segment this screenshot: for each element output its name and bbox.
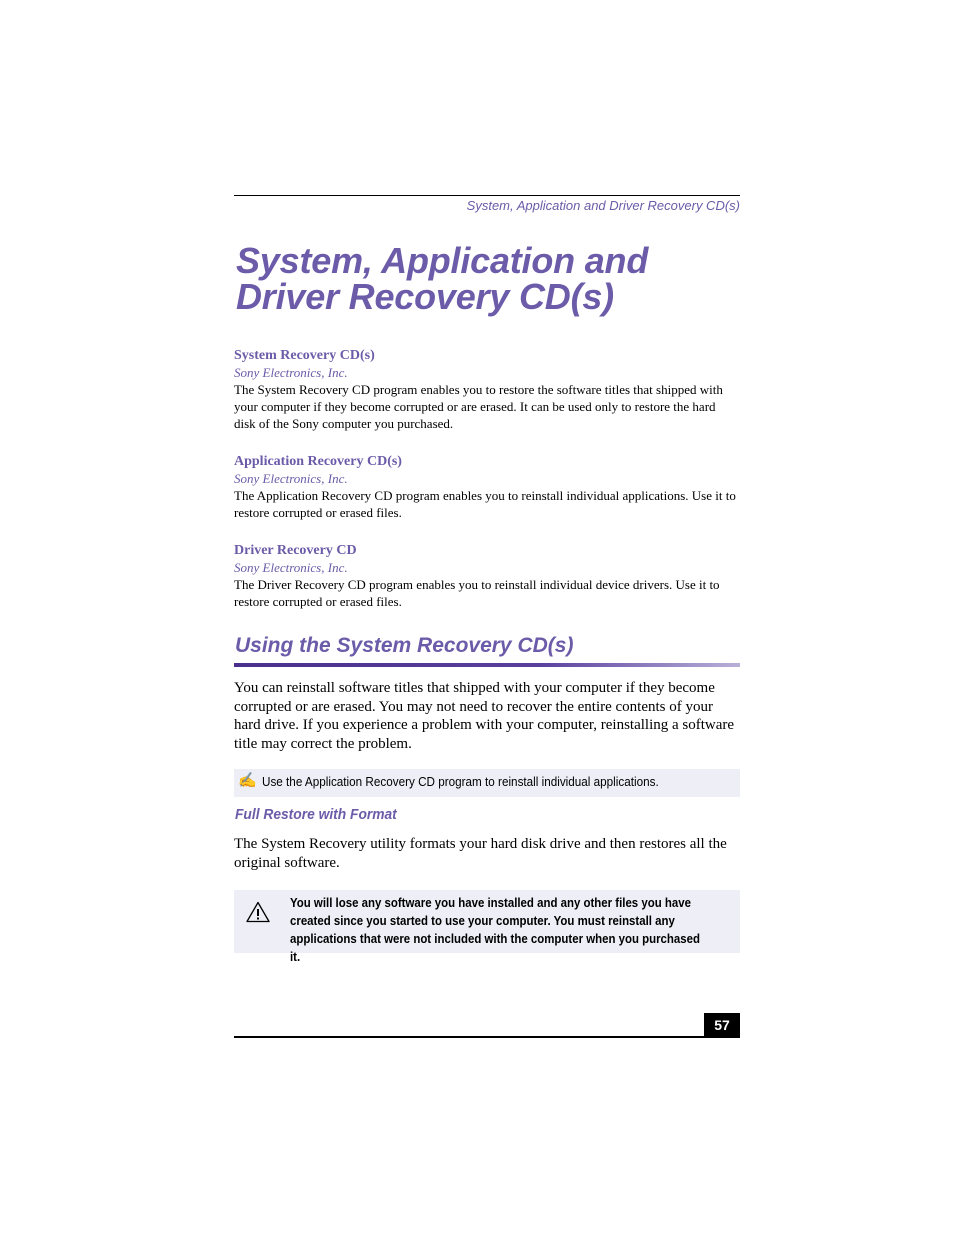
section-heading: Using the System Recovery CD(s): [235, 634, 574, 657]
section-intro: You can reinstall software titles that shipped with your computer if they become corrupted or are erased. You may not need to recover the entire contents of your hard drive. If you experience a problem with your computer, reinstalling a software title may correct the problem.: [234, 680, 735, 752]
subsection-heading: Full Restore with Format: [235, 806, 397, 823]
program-title: System Recovery CD(s): [234, 348, 375, 363]
program-description: The Driver Recovery CD program enables you to reinstall individual device drivers. Use it to restore corrupted or erased files.: [234, 577, 720, 609]
program-description: The Application Recovery CD program enables you to reinstall individual applications. Use it to restore corrupted or erased files.: [234, 488, 736, 520]
subsection-body: The System Recovery utility formats your hard disk drive and then restores all the original software.: [234, 836, 727, 871]
program-system-recovery: [234, 347, 740, 432]
page-number: 57: [704, 1013, 740, 1037]
note-text: Use the Application Recovery CD program to reinstall individual applications.: [262, 774, 659, 789]
program-driver-recovery: [234, 542, 740, 610]
chapter-title-line2: Driver Recovery CD(s): [236, 276, 614, 317]
program-vendor: Sony Electronics, Inc.: [234, 560, 348, 575]
chapter-title: [236, 240, 756, 317]
program-title: Driver Recovery CD: [234, 543, 357, 558]
warning-triangle-icon: [246, 901, 270, 923]
program-application-recovery: [234, 453, 740, 521]
program-title: Application Recovery CD(s): [234, 454, 402, 469]
chapter-title-line1: System, Application and: [236, 240, 649, 281]
running-header: System, Application and Driver Recovery CD(s): [466, 198, 740, 213]
program-vendor: Sony Electronics, Inc.: [234, 471, 348, 486]
program-description: The System Recovery CD program enables you to restore the software titles that shipped with your computer if they become corrupted or are erased. It can be used only to restore the hard disk of the Sony computer you purchased.: [234, 382, 723, 431]
bottom-rule: [234, 1036, 740, 1038]
program-vendor: Sony Electronics, Inc.: [234, 365, 348, 380]
section-rule: [234, 663, 740, 667]
top-rule: [234, 195, 740, 196]
pencil-note-icon: ✍: [238, 773, 257, 789]
warning-text: You will lose any software you have installed and any other files you have created since you started to use your computer. You must reinstall any applications that were not included with the computer when you purchased it.: [290, 895, 700, 964]
